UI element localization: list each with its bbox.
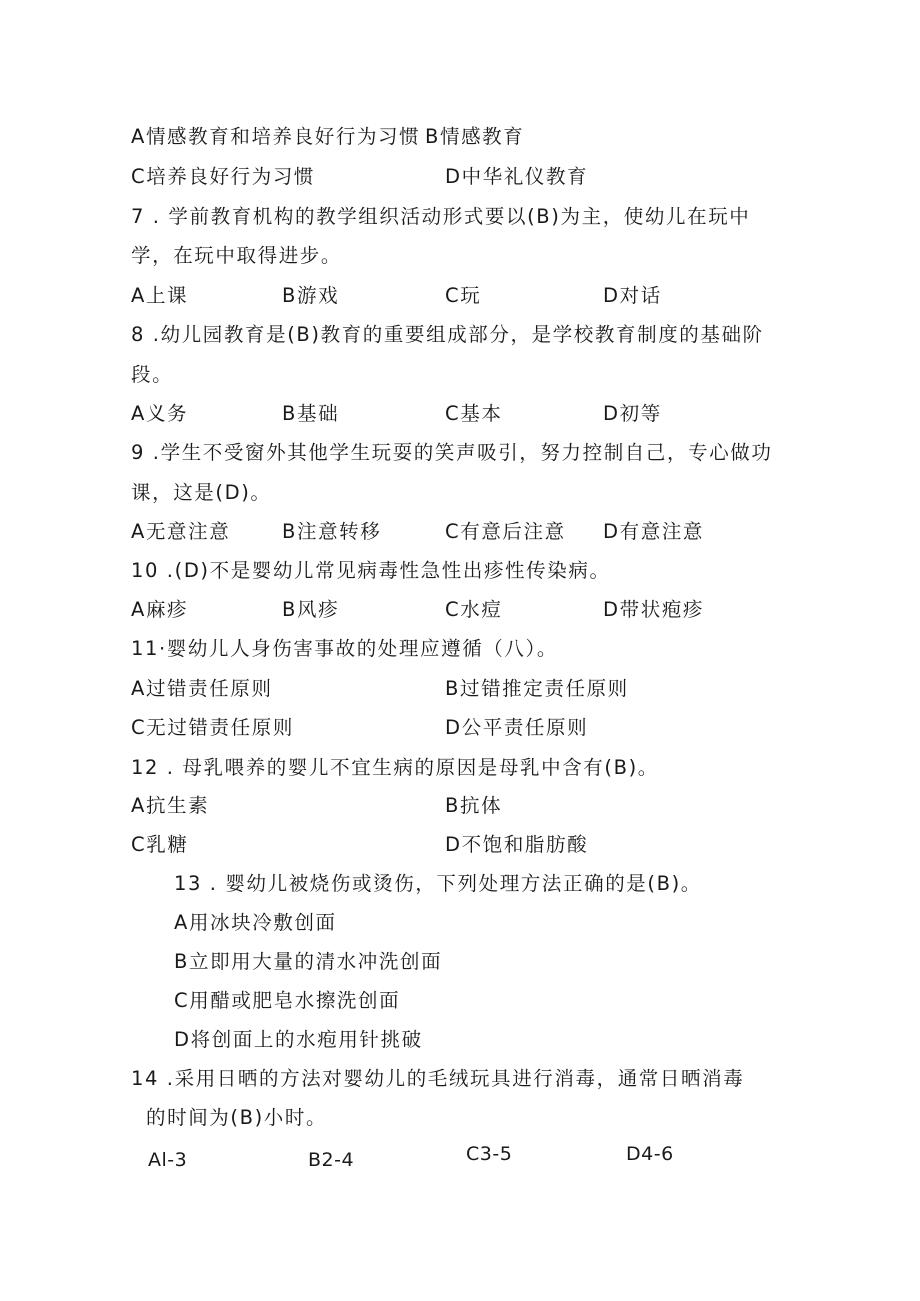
q9-option-b: B注意转移 bbox=[282, 520, 382, 543]
q6-option-d: D中华礼仪教育 bbox=[445, 165, 589, 188]
q10-option-b: B风疹 bbox=[282, 598, 340, 621]
q7-option-b: B游戏 bbox=[282, 284, 340, 307]
q13-question-line1: 13 . 婴幼儿被烧伤或烫伤，下列处理方法正确的是(B)。 bbox=[174, 872, 702, 895]
q8-question-line2: 段。 bbox=[131, 363, 174, 386]
q9-option-d: D有意注意 bbox=[603, 520, 705, 543]
q12-option-b: B抗体 bbox=[445, 794, 503, 817]
q7-question-line2: 学，在玩中取得进步。 bbox=[131, 244, 343, 267]
q8-option-b: B基础 bbox=[282, 402, 340, 425]
q9-option-c: C有意后注意 bbox=[445, 520, 566, 543]
q8-option-c: C基本 bbox=[445, 402, 503, 425]
q14-question-line1: 14 .采用日晒的方法对婴幼儿的毛绒玩具进行消毒，通常日晒消毒 bbox=[131, 1067, 745, 1090]
q9-option-a: A无意注意 bbox=[131, 520, 231, 543]
q12-option-c: C乳糖 bbox=[131, 833, 189, 856]
q8-option-d: D初等 bbox=[603, 402, 662, 425]
q9-question-line2: 课，这是(D)。 bbox=[131, 481, 272, 504]
q7-option-c: C玩 bbox=[445, 284, 482, 307]
q6-option-c: C培养良好行为习惯 bbox=[131, 165, 316, 188]
q10-question-line1: 10 .(D)不是婴幼儿常见病毒性急性出疹性传染病。 bbox=[131, 559, 611, 582]
q10-option-c: C水痘 bbox=[445, 598, 503, 621]
q14-question-line2: 的时间为(B)小时。 bbox=[146, 1106, 328, 1129]
q10-option-d: D带状疱疹 bbox=[603, 598, 705, 621]
q13-option-a: A用冰块冷敷创面 bbox=[174, 911, 337, 934]
q14-option-c: C3-5 bbox=[466, 1143, 513, 1165]
q9-question-line1: 9 .学生不受窗外其他学生玩耍的笑声吸引，努力控制自己，专心做功 bbox=[131, 441, 773, 464]
q12-option-d: D不饱和脂肪酸 bbox=[445, 833, 589, 856]
q13-option-c: C用醋或肥皂水擦洗创面 bbox=[174, 989, 401, 1012]
q14-option-d: D4-6 bbox=[626, 1143, 674, 1165]
q11-question-line1: 11·婴幼儿人身伤害事故的处理应遵循（八）。 bbox=[131, 637, 558, 660]
q12-question-line1: 12 . 母乳喂养的婴儿不宜生病的原因是母乳中含有(B)。 bbox=[131, 756, 659, 779]
q11-option-d: D公平责任原则 bbox=[445, 716, 589, 739]
q11-option-b: B过错推定责任原则 bbox=[445, 677, 629, 700]
q11-option-a: A过错责任原则 bbox=[131, 677, 273, 700]
q14-option-a: Al-3 bbox=[148, 1149, 188, 1171]
q13-option-b: B立即用大量的清水冲洗创面 bbox=[174, 950, 443, 973]
q13-option-d: D将创面上的水疱用针挑破 bbox=[174, 1028, 423, 1051]
q7-option-d: D对话 bbox=[603, 284, 662, 307]
q8-question-line1: 8 .幼儿园教育是(B)教育的重要组成部分，是学校教育制度的基础阶 bbox=[131, 323, 764, 346]
q6-option-a: A情感教育和培养良好行为习惯 bbox=[131, 125, 421, 148]
q10-option-a: A麻疹 bbox=[131, 598, 189, 621]
q8-option-a: A义务 bbox=[131, 402, 189, 425]
q7-question-line1: 7 . 学前教育机构的教学组织活动形式要以(B)为主，使幼儿在玩中 bbox=[131, 205, 751, 228]
q6-option-b: B情感教育 bbox=[425, 125, 525, 148]
q14-option-b: B2-4 bbox=[308, 1149, 355, 1171]
q12-option-a: A抗生素 bbox=[131, 794, 210, 817]
q11-option-c: C无过错责任原则 bbox=[131, 716, 294, 739]
q7-option-a: A上课 bbox=[131, 284, 189, 307]
